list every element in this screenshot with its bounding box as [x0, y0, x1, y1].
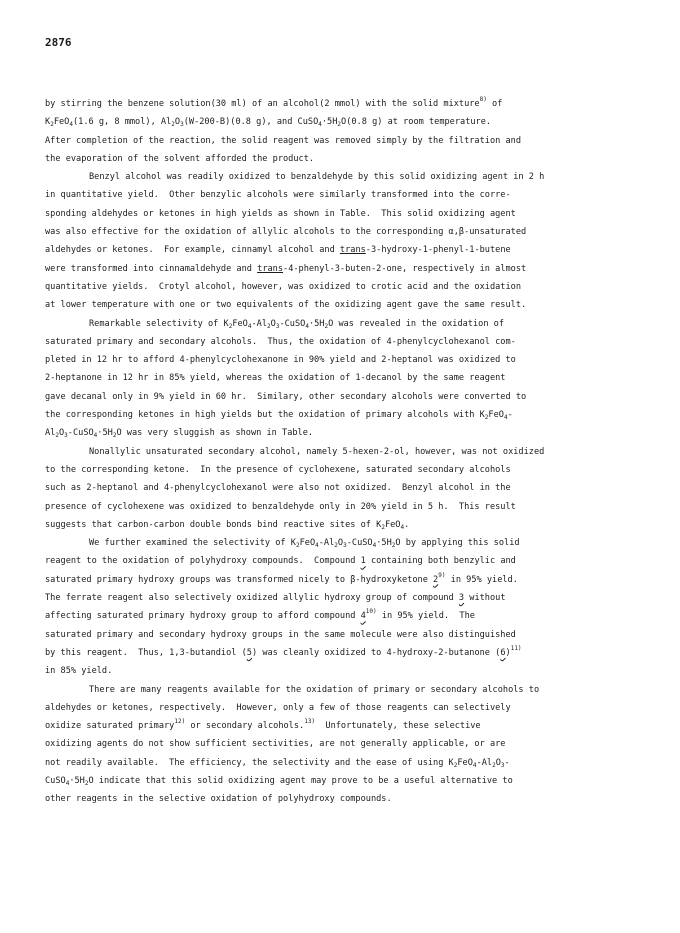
text-segment: 2-heptanone in 12 hr in 85% yield, whereas the oxidation of 1-decanol by the same reagent	[45, 373, 506, 384]
text-line	[45, 479, 630, 497]
text-segment: gave decanal only in 9% yield in 60 hr. Similary, other secondary alcohols were converted to	[45, 391, 527, 402]
text-segment: in quantitative yield. Other benzylic alcohols were similarly transformed into the corre-	[45, 190, 511, 201]
text-segment: FeO	[299, 538, 316, 549]
text-segment: O was revealed in the oxidation of	[328, 318, 505, 329]
reference-superscript: 9)	[438, 571, 446, 579]
text-segment: O	[58, 428, 65, 439]
subscript: 2	[55, 432, 59, 440]
text-segment: K	[45, 117, 51, 128]
text-segment: FeO	[232, 318, 248, 329]
text-segment: quantitative yields. Crotyl alcohol, however, was oxidized to crotic acid and the oxidation	[45, 281, 521, 292]
text-segment: Benzyl alcohol was readily oxidized to benzaldehyde by this solid oxidizing agent in 2 h	[89, 172, 545, 183]
text-segment: O indicate that this solid oxidizing agent may prove to be a useful alternative to	[88, 775, 513, 786]
text-segment: -3-hydroxy-1-phenyl-1-butene	[365, 245, 511, 256]
text-segment: .	[404, 519, 410, 530]
text-segment: not readily available. The efficiency, the selectivity and the ease of using K	[45, 757, 454, 768]
text-segment: FeO	[53, 117, 70, 128]
text-segment: -CuSO	[279, 318, 306, 329]
text-segment: O	[495, 757, 501, 768]
subscript: 2	[391, 542, 396, 550]
text-segment: by this reagent. Thus, 1,3-butandiol (	[45, 647, 247, 658]
text-segment: FeO	[384, 519, 401, 530]
text-segment: O(0.8 g) at room temperature.	[341, 117, 492, 128]
text-line	[45, 516, 630, 534]
underlined-term: trans	[339, 245, 366, 256]
text-segment: -CuSO	[346, 538, 373, 549]
text-line	[45, 296, 630, 314]
text-line	[45, 607, 630, 625]
text-segment: reagent to the oxidation of polyhydroxy compounds. Compound	[45, 556, 361, 567]
text-segment: FeO	[457, 757, 473, 768]
text-segment: was also effective for the oxidation of allylic alcohols to the corresponding α,β-unsaturated	[45, 227, 527, 238]
subscript: 2	[484, 414, 489, 422]
compound-number: 6	[500, 647, 506, 658]
subscript: 2	[112, 432, 117, 440]
text-line	[45, 278, 630, 296]
subscript: 4	[318, 121, 322, 129]
text-segment: affecting saturated primary hydroxy group to afford compound	[45, 611, 361, 622]
text-segment: Al	[45, 428, 56, 439]
text-segment: to the corresponding ketone. In the presence of cyclohexene, saturated secondary alcohols	[45, 464, 511, 475]
text-line	[45, 644, 630, 662]
compound-number: 3	[458, 593, 465, 604]
text-segment: (1.6 g, 8 mmol), Al	[72, 117, 172, 128]
subscript: 2	[295, 542, 300, 550]
text-segment: -Al	[251, 318, 268, 329]
text-segment: oxidizing agents do not show sufficient sectivities, are not generally applicable, or are	[45, 739, 506, 750]
text-line	[45, 424, 630, 442]
text-segment: aldehydes or ketones. For example, cinnamyl alcohol and	[45, 245, 340, 256]
paragraph-start-line	[45, 315, 630, 333]
text-segment: )	[505, 647, 511, 658]
compound-number: 2	[433, 574, 439, 585]
text-segment: After completion of the reaction, the solid reagent was removed simply by the filtration and	[45, 135, 521, 146]
paragraph-start-line	[45, 168, 630, 186]
text-line	[45, 662, 630, 680]
subscript: 4	[247, 322, 252, 330]
text-line	[45, 589, 630, 607]
subscript: 3	[180, 121, 184, 129]
text-segment: ·5H	[308, 318, 325, 329]
text-segment: pleted in 12 hr to afford 4-phenylcyclohexanone in 90% yield and 2-heptanol was oxidized to	[45, 355, 516, 366]
subscript: 2	[50, 121, 54, 129]
page-number: 2876	[45, 36, 72, 49]
text-segment: saturated primary and secondary alcohols. Thus, the oxidation of 4-phenylcyclohexanol com-	[45, 336, 516, 347]
text-line	[45, 150, 630, 168]
text-segment: of	[486, 99, 503, 109]
text-segment: O by applying this solid	[395, 538, 520, 549]
paragraph-start-line	[45, 443, 630, 461]
text-line	[45, 772, 630, 790]
text-segment: ·5H	[321, 117, 338, 128]
subscript: 2	[228, 322, 233, 330]
text-segment: suggests that carbon-carbon double bonds bind reactive sites of K	[45, 519, 382, 530]
subscript: 4	[503, 414, 508, 422]
subscript: 2	[171, 121, 175, 129]
text-segment: We further examined the selectivity of K	[89, 538, 296, 549]
text-segment: O	[337, 538, 344, 549]
compound-number: 1	[360, 556, 366, 567]
text-segment: containing both benzylic and	[365, 556, 516, 567]
text-segment: oxidize saturated primary	[45, 721, 175, 732]
subscript: 2	[84, 779, 89, 787]
text-segment: Unfortunately, these selective	[315, 721, 481, 732]
subscript: 2	[492, 761, 496, 769]
text-line	[45, 241, 630, 259]
text-segment: ·5H	[97, 428, 113, 439]
text-segment: CuSO	[45, 775, 66, 786]
subscript: 4	[93, 432, 98, 440]
text-segment: at lower temperature with one or two equivalents of the oxidizing agent gave the same result.	[45, 300, 527, 311]
subscript: 2	[267, 322, 271, 330]
subscript: 2	[334, 542, 338, 550]
text-line	[45, 626, 630, 644]
reference-superscript: 13)	[304, 718, 316, 726]
text-line	[45, 205, 630, 223]
text-line	[45, 790, 630, 808]
text-line	[45, 717, 630, 735]
text-line	[45, 461, 630, 479]
subscript: 4	[472, 761, 477, 769]
subscript: 4	[69, 121, 73, 129]
text-segment: sponding aldehydes or ketones in high yields as shown in Table. This solid oxidizing agent	[45, 208, 516, 219]
text-segment: in 85% yield.	[45, 666, 113, 677]
text-segment: There are many reagents available for the oxidation of primary or secondary alcohols to	[89, 684, 540, 695]
text-segment: O	[174, 117, 181, 128]
text-line	[45, 351, 630, 369]
text-segment: aldehydes or ketones, respectively. However, only a few of those reagents can selectively	[45, 702, 511, 713]
text-line	[45, 260, 630, 278]
subscript: 2	[324, 322, 329, 330]
text-segment: ) was cleanly oxidized to 4-hydroxy-2-butanone (	[251, 647, 501, 658]
text-segment: the corresponding ketones in high yields but the oxidation of primary alcohols with K	[45, 410, 485, 421]
subscript: 4	[372, 542, 377, 550]
subscript: 4	[65, 779, 70, 787]
underlined-term: trans	[257, 263, 284, 274]
paragraph-start-line	[45, 534, 630, 552]
subscript: 2	[381, 523, 385, 531]
text-segment: the evaporation of the solvent afforded the product.	[45, 153, 315, 164]
subscript: 4	[305, 322, 309, 330]
text-segment: -	[504, 757, 510, 768]
text-segment: other reagents in the selective oxidation of polyhydroxy compounds.	[45, 794, 392, 805]
text-segment: or secondary alcohols.	[185, 721, 305, 732]
text-line	[45, 498, 630, 516]
text-line	[45, 552, 630, 570]
compound-number: 5	[246, 647, 252, 658]
text-line	[45, 699, 630, 717]
text-segment: saturated primary hydroxy groups was transformed nicely to β-hydroxyketone	[45, 574, 434, 585]
text-line	[45, 333, 630, 351]
text-segment: presence of cyclohexene was oxidized to benzaldehyde only in 20% yield in 5 h. This result	[45, 501, 516, 512]
text-line	[45, 132, 630, 150]
reference-superscript: 8)	[479, 96, 487, 103]
text-segment: (W-200-B)(0.8 g), and CuSO	[183, 117, 319, 128]
reference-superscript: 11)	[510, 644, 522, 652]
text-line	[45, 406, 630, 424]
text-segment: ·5H	[376, 538, 392, 549]
text-segment: ·5H	[69, 775, 85, 786]
text-segment: such as 2-heptanol and 4-phenylcyclohexanol were also not oxidized. Benzyl alcohol in the	[45, 483, 511, 494]
text-segment: in 95% yield.	[445, 574, 518, 585]
paragraph-start-line	[45, 681, 630, 699]
text-segment: -Al	[318, 538, 335, 549]
subscript: 4	[400, 523, 405, 531]
text-line	[45, 113, 630, 131]
text-line	[45, 369, 630, 387]
text-segment: O was very sluggish as shown in Table.	[116, 428, 314, 439]
subscript: 2	[337, 121, 342, 129]
text-line	[45, 735, 630, 753]
text-segment: FeO	[488, 410, 504, 421]
subscript: 2	[453, 761, 458, 769]
text-segment: Nonallylic unsaturated secondary alcohol, namely 5-hexen-2-ol, however, was not oxidized	[89, 446, 545, 457]
subscript: 3	[275, 322, 280, 330]
compound-number: 4	[360, 611, 366, 622]
reference-superscript: 10)	[365, 608, 377, 616]
subscript: 3	[343, 542, 347, 550]
text-line	[45, 754, 630, 772]
text-segment: were transformed into cinnamaldehyde and	[45, 263, 258, 274]
text-segment: without	[464, 593, 506, 604]
subscript: 4	[315, 542, 319, 550]
text-segment: -CuSO	[67, 428, 94, 439]
article-body	[45, 95, 630, 809]
text-segment: in 95% yield. The	[376, 611, 475, 622]
text-segment: O	[270, 318, 276, 329]
text-line	[45, 571, 630, 589]
text-segment: by stirring the benzene solution(30 ml) of an alcohol(2 mmol) with the solid mixture	[45, 99, 480, 109]
text-line	[45, 186, 630, 204]
text-segment: -4-phenyl-3-buten-2-one, respectively in almost	[283, 263, 527, 274]
text-segment: The ferrate reagent also selectively oxidized allylic hydroxy group of compound	[45, 593, 459, 604]
text-segment: Remarkable selectivity of K	[89, 318, 229, 329]
text-line	[45, 388, 630, 406]
text-segment: -	[507, 410, 513, 421]
text-segment: -Al	[476, 757, 493, 768]
reference-superscript: 12)	[174, 718, 186, 726]
text-line	[45, 223, 630, 241]
subscript: 3	[64, 432, 68, 440]
text-segment: saturated primary and secondary hydroxy groups in the same molecule were also distinguished	[45, 629, 516, 640]
subscript: 3	[500, 761, 505, 769]
text-line	[45, 95, 630, 113]
